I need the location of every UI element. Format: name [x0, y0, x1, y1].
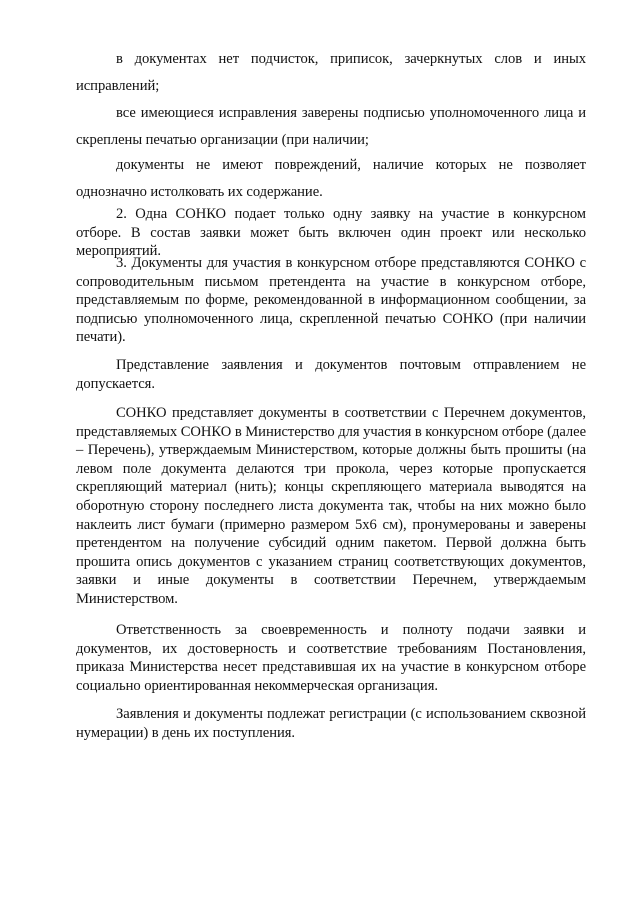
paragraph-responsibility: Ответственность за своевременность и полноту подачи заявки и документов, их достоверность и соответствие требованиям Постановления, приказа Министерства несет представившая их на участие в конкурсном отборе социально ориентированная некоммерческая организация.	[76, 622, 586, 694]
paragraph-no-corrections: в документах нет подчисток, приписок, зачеркнутых слов и иных исправлений;	[76, 51, 586, 94]
paragraph-corrections-certified: все имеющиеся исправления заверены подписью уполномоченного лица и скреплены печатью организации (при наличии;	[76, 105, 586, 148]
paragraph-no-postal-submission: Представление заявления и документов почтовым отправлением не допускается.	[76, 357, 586, 392]
paragraph-no-damage: документы не имеют повреждений, наличие которых не позволяет однозначно истолковать их содержание.	[76, 157, 586, 200]
paragraph-cover-letter: 3. Документы для участия в конкурсном отборе представляются СОНКО с сопроводительным письмом претендента на участие в конкурсном отборе, представляемым по форме, рекомендованной в информационном сообщении, за подписью уполномоченного лица, скрепленной печатью СОНКО (при наличии печати).	[76, 255, 586, 346]
paragraph-registration: Заявления и документы подлежат регистрации (с использованием сквозной нумерации) в день их поступления.	[76, 706, 586, 741]
paragraph-documents-list: СОНКО представляет документы в соответствии с Перечнем документов, представляемых СОНКО в Министерство для участия в конкурсном отборе (далее – Перечень), утверждаемым Министерством, которые должны быть прошиты (на левом поле документа делаются три прокола, через которые пропускается скрепляющий материал (нить); концы скрепляющего материала выводятся на оборотную сторону последнего листа документа так, чтобы на них можно было наклеить лист бумаги (примерно размером 5х6 см), пронумерованы и заверены претендентом на получение субсидий одним пакетом. Первой должна быть прошита опись документов с указанием страниц соответствующих документов, заявки и иные документы в соответствии Перечнем, утверждаемым Министерством.	[76, 405, 586, 607]
paragraph-one-application: 2. Одна СОНКО подает только одну заявку на участие в конкурсном отборе. В состав заявки может быть включен один проект или несколько мероприятий.	[76, 206, 586, 260]
